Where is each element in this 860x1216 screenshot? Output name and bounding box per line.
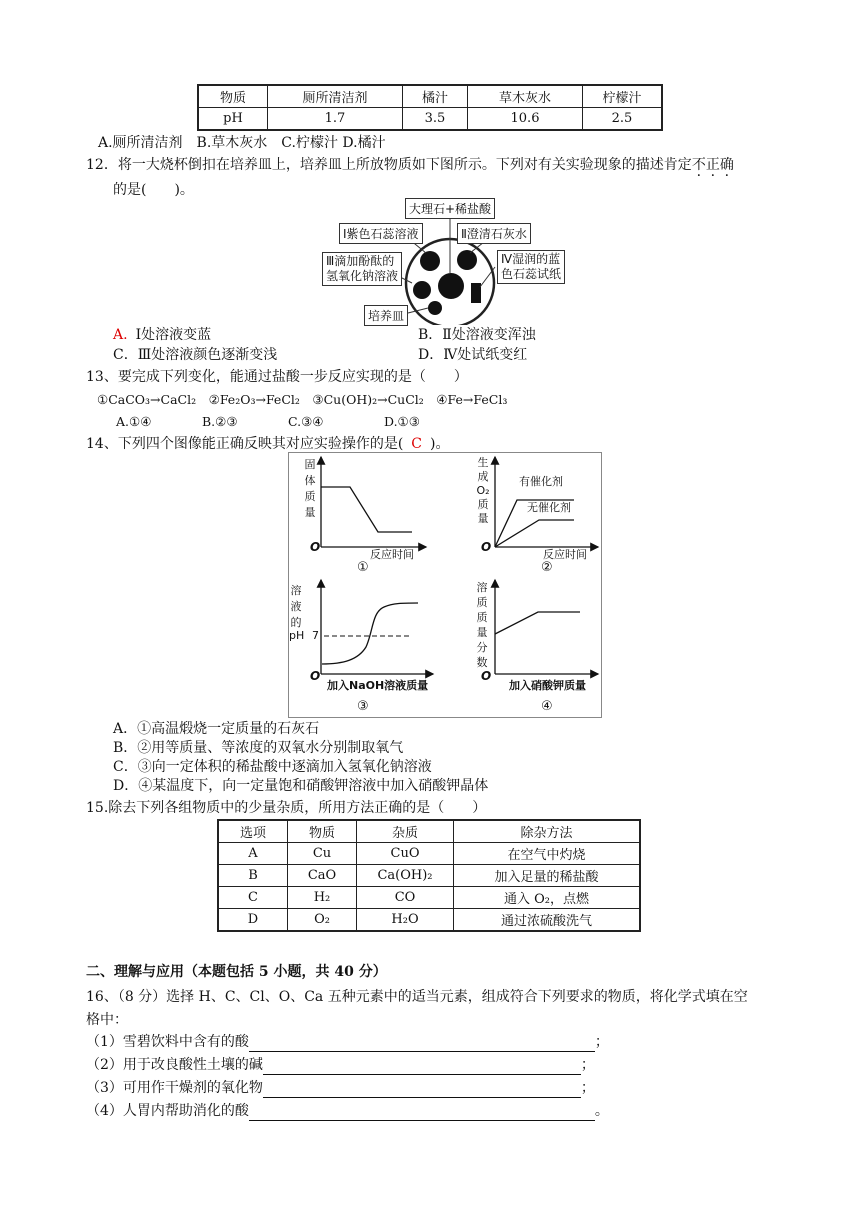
label-line: Ⅲ滴加酚酞的 xyxy=(326,254,395,268)
g3-xlabel: 加入NaOH溶液质量 xyxy=(327,679,429,692)
q11-options: A.厕所清洁剂 B.草木灰水 C.柠檬汁 D.橘汁 xyxy=(98,135,386,151)
table-cell: 加入足量的稀盐酸 xyxy=(454,865,641,887)
q16-item-3 xyxy=(86,1078,595,1098)
axis-char: 溶 xyxy=(476,581,488,594)
table-row xyxy=(218,909,640,932)
table-cell: 杂质 xyxy=(357,820,454,843)
label-line: 氢氧化钠溶液 xyxy=(326,269,399,283)
g3-number: ③ xyxy=(357,699,369,714)
q12-option-d: D．Ⅳ处试纸变红 xyxy=(418,347,528,363)
g2-number: ② xyxy=(541,560,553,575)
g2-ylabel xyxy=(474,456,492,526)
table-cell: 橘汁 xyxy=(403,85,468,108)
table-cell: CaO xyxy=(288,865,357,887)
q13-option-b: B.②③ xyxy=(202,414,238,429)
q11-ph-table xyxy=(197,84,663,131)
item-label: （4）人胃内帮助消化的酸 xyxy=(86,1103,249,1119)
axis-char: 质 xyxy=(476,596,488,609)
item-end: ； xyxy=(580,1080,595,1096)
g1-ylabel xyxy=(303,457,317,521)
table-cell: H₂ xyxy=(288,887,357,909)
g1-origin: O xyxy=(310,540,321,554)
g2-xlabel: 反应时间 xyxy=(543,548,587,561)
table-cell: 厕所清洁剂 xyxy=(268,85,403,108)
item-label: （3）可用作干燥剂的氧化物 xyxy=(86,1080,263,1096)
q15-table xyxy=(217,819,641,932)
q13-option-d: D.①③ xyxy=(384,414,420,429)
q12-option-b: B．Ⅱ处溶液变浑浊 xyxy=(418,327,536,343)
item-label: （1）雪碧饮料中含有的酸 xyxy=(86,1034,249,1050)
g3-origin: O xyxy=(310,669,321,683)
table-cell: 草木灰水 xyxy=(468,85,583,108)
table-cell: 2.5 xyxy=(583,108,663,131)
table-cell: 物质 xyxy=(198,85,268,108)
q12-stem xyxy=(86,155,734,175)
table-cell: 3.5 xyxy=(403,108,468,131)
answer-letter: C xyxy=(411,436,422,452)
table-cell: D xyxy=(218,909,288,932)
g4-xlabel: 加入硝酸钾质量 xyxy=(509,679,586,692)
table-row xyxy=(218,843,640,865)
axis-char: 质 xyxy=(477,498,489,511)
q13-option-c: C.③④ xyxy=(288,414,324,429)
table-cell: 柠檬汁 xyxy=(583,85,663,108)
q13-stem: 13、要完成下列变化，能通过盐酸一步反应实现的是（ ） xyxy=(86,369,468,385)
axis-char: 量 xyxy=(476,626,488,639)
axis-char: 溶 xyxy=(290,584,302,597)
table-cell: 物质 xyxy=(288,820,357,843)
q16-item-4 xyxy=(86,1101,609,1121)
emphasis-char: 确 xyxy=(719,157,734,173)
table-cell: 选项 xyxy=(218,820,288,843)
table-cell: B xyxy=(218,865,288,887)
q16-item-1 xyxy=(86,1032,609,1052)
q13-option-a: A.①④ xyxy=(116,414,152,429)
label-line: 色石蕊试纸 xyxy=(501,267,562,281)
table-cell: 10.6 xyxy=(468,108,583,131)
item-label: （2）用于改良酸性土壤的碱 xyxy=(86,1057,263,1073)
label-line: Ⅳ湿润的蓝 xyxy=(501,252,561,266)
emphasis-char: 正 xyxy=(705,157,720,173)
item-end: ； xyxy=(594,1034,609,1050)
q14-option-a: A．①高温煅烧一定质量的石灰石 xyxy=(113,721,320,737)
axis-char: O₂ xyxy=(476,484,490,497)
g1-xlabel: 反应时间 xyxy=(370,548,414,561)
q13-items: ①CaCO₃→CaCl₂ ②Fe₂O₃→FeCl₂ ③Cu(OH)₂→CuCl₂ ④Fe→FeCl₃ xyxy=(97,392,508,407)
q14-stem xyxy=(86,434,449,454)
axis-char: 量 xyxy=(477,512,489,525)
table-cell: 1.7 xyxy=(268,108,403,131)
answer-blank[interactable] xyxy=(263,1058,581,1075)
label-marble-acid: 大理石+稀盐酸 xyxy=(405,198,495,219)
table-cell: H₂O xyxy=(357,909,454,932)
g3-ylabel xyxy=(288,583,304,631)
q14-option-b: B．②用等质量、等浓度的双氧水分别制取氧气 xyxy=(113,740,404,756)
axis-char: 的 xyxy=(290,616,302,629)
q16-stem-cont: 格中： xyxy=(86,1012,128,1028)
axis-char: 体 xyxy=(304,474,316,487)
emphasis-char: 不 xyxy=(691,157,706,173)
table-cell: 除杂方法 xyxy=(454,820,641,843)
table-row xyxy=(198,85,662,108)
g1-number: ① xyxy=(357,560,369,575)
axis-char: 液 xyxy=(290,600,302,613)
g3-ph-seven: 7 xyxy=(312,629,319,642)
q12-stem-text: 12．将一大烧杯倒扣在培养皿上，培养皿上所放物质如下图所示。下列对有关实验现象的描述肯定 xyxy=(86,157,692,173)
table-cell: O₂ xyxy=(288,909,357,932)
q14-stem-end: )。 xyxy=(430,436,450,452)
q15-stem: 15.除去下列各组物质中的少量杂质，所用方法正确的是（ ） xyxy=(86,800,487,816)
answer-blank[interactable] xyxy=(249,1035,595,1052)
q12-option-a xyxy=(113,325,211,345)
g4-origin: O xyxy=(481,669,492,683)
item-end: 。 xyxy=(594,1103,609,1119)
table-row xyxy=(218,865,640,887)
section-heading: 二、理解与应用（本题包括 5 小题，共 40 分） xyxy=(86,964,387,980)
q16-item-2 xyxy=(86,1055,595,1075)
table-cell: 通入 O₂，点燃 xyxy=(454,887,641,909)
q12-stem-cont: 的是( )。 xyxy=(113,182,194,198)
axis-char: 成 xyxy=(477,470,489,483)
g2-series-no-catalyst: 无催化剂 xyxy=(527,501,571,514)
g2-series-catalyst: 有催化剂 xyxy=(519,475,563,488)
table-cell: A xyxy=(218,843,288,865)
axis-char: 固 xyxy=(304,458,316,471)
axis-char: 量 xyxy=(304,506,316,519)
g4-number: ④ xyxy=(541,699,553,714)
label-litmus-solution: Ⅰ紫色石蕊溶液 xyxy=(339,223,423,244)
option-text: Ⅰ处溶液变蓝 xyxy=(135,327,212,343)
axis-char: 质 xyxy=(304,490,316,503)
q16-stem: 16、（8 分）选择 H、C、Cl、O、Ca 五种元素中的适当元素，组成符合下列要求的物质，将化学式填在空 xyxy=(86,989,748,1005)
q14-option-d: D．④某温度下，向一定量饱和硝酸钾溶液中加入硝酸钾晶体 xyxy=(113,778,489,794)
g2-origin: O xyxy=(481,540,492,554)
axis-char: 分 xyxy=(476,641,488,654)
g4-ylabel xyxy=(475,580,489,670)
table-row xyxy=(198,108,662,131)
q14-stem-text: 14、下列四个图像能正确反映其对应实验操作的是( xyxy=(86,436,404,452)
axis-char: 质 xyxy=(476,611,488,624)
table-cell: CO xyxy=(357,887,454,909)
table-cell: 通过浓硫酸洗气 xyxy=(454,909,641,932)
axis-char: 生 xyxy=(477,456,489,469)
label-limewater: Ⅱ澄清石灰水 xyxy=(457,223,531,244)
label-blue-litmus-paper xyxy=(497,250,565,284)
table-cell: C xyxy=(218,887,288,909)
table-cell: CuO xyxy=(357,843,454,865)
label-petri-dish: 培养皿 xyxy=(364,305,408,326)
axis-char: 数 xyxy=(476,656,488,669)
item-end: ； xyxy=(580,1057,595,1073)
answer-blank[interactable] xyxy=(263,1081,581,1098)
g3-ph-label: pH xyxy=(289,629,305,642)
answer-blank[interactable] xyxy=(249,1104,595,1121)
table-cell: Ca(OH)₂ xyxy=(357,865,454,887)
q12-option-c: C．Ⅲ处溶液颜色逐渐变浅 xyxy=(113,347,278,363)
table-row xyxy=(218,887,640,909)
q14-option-c: C．③向一定体积的稀盐酸中逐滴加入氢氧化钠溶液 xyxy=(113,759,432,775)
table-row xyxy=(218,820,640,843)
table-cell: 在空气中灼烧 xyxy=(454,843,641,865)
label-phenolphthalein-naoh xyxy=(322,252,402,286)
table-cell: Cu xyxy=(288,843,357,865)
answer-letter: A. xyxy=(113,327,128,343)
table-cell: pH xyxy=(198,108,268,131)
